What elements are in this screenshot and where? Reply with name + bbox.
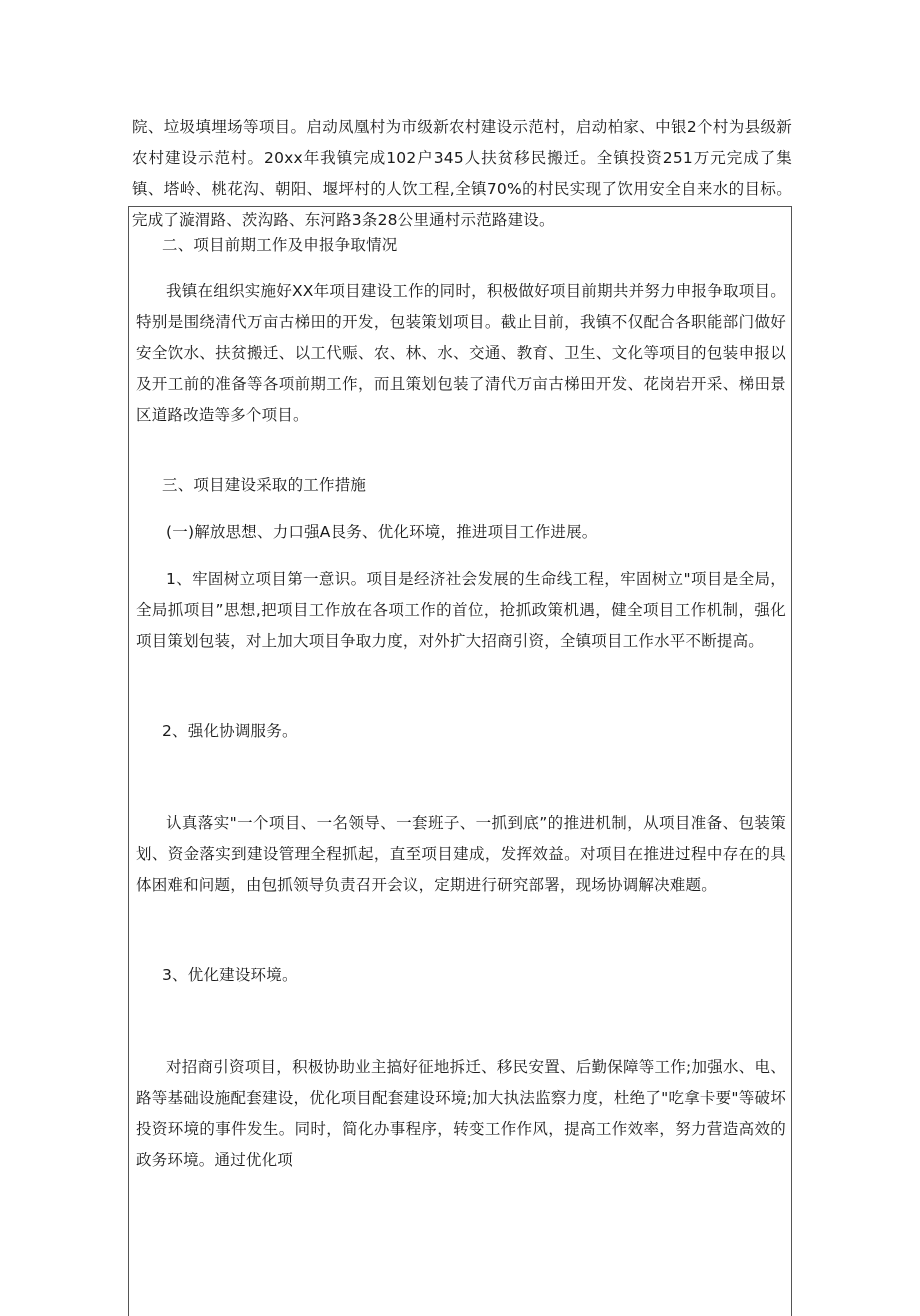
item2-body: 认真落实"一个项目、一名领导、一套班子、一抓到底”的推进机制，从项目准备、包装策划、资金落实到建设管理全程抓起，直至项目建成，发挥效益。对项目在推进过程中存在的具体困难和问题，由包抓领导负责召开会议，定期进行研究部署，现场协调解决难题。 xyxy=(136,814,786,894)
section2-heading: 二、项目前期工作及申报争取情况 xyxy=(162,236,398,254)
section2-body: 我镇在组织实施好XX年项目建设工作的同时，积极做好项目前期共并努力申报争取项目。特别是围绕清代万亩古梯田的开发，包装策划项目。截止目前，我镇不仅配合各职能部门做好安全饮水、扶贫搬迁、以工代赈、农、林、水、交通、教育、卫生、文化等项目的包装申报以及开工前的准备等各项前期工作，而且策划包装了清代万亩古梯田开发、花岗岩开采、梯田景区道路改造等多个项目。 xyxy=(136,282,786,424)
subsection1-heading: (一)解放思想、力口强A艮务、优化环境，推进项目工作进展。 xyxy=(166,523,598,541)
item2-heading: 2、强化协调服务。 xyxy=(162,722,298,740)
intro-paragraph: 院、垃圾填埋场等项目。启动凤凰村为市级新农村建设示范村，启动柏家、中银2个村为县级新农村建设示范村。20xx年我镇完成102户345人扶贫移民搬迁。全镇投资251万元完成了集镇、塔岭、桃花沟、朝阳、堰坪村的人饮工程,全镇70%的村民实现了饮用安全自来水的目标。完成了漩渭路、茨沟路、东河路3条28公里通村示范路建设。 xyxy=(132,117,792,229)
section3-heading: 三、项目建设采取的工作措施 xyxy=(162,476,367,494)
item3-heading: 3、优化建设环境。 xyxy=(162,966,298,984)
item1-paragraph: 1、牢固树立项目第一意识。项目是经济社会发展的生命线工程，牢固树立"项目是全局，全局抓项目”思想,把项目工作放在各项工作的首位，抢抓政策机遇，健全项目工作机制，强化项目策划包装，对上加大项目争取力度，对外扩大招商引资，全镇项目工作水平不断提高。 xyxy=(136,570,786,650)
item3-body: 对招商引资项目，积极协助业主搞好征地拆迁、移民安置、后勤保障等工作;加强水、电、路等基础设施配套建设，优化项目配套建设环境;加大执法监察力度，杜绝了"吃拿卡要"等破坏投资环境的事件发生。同时，简化办事程序，转变工作作风，提高工作效率，努力营造高效的政务环境。通过优化项 xyxy=(136,1058,786,1169)
